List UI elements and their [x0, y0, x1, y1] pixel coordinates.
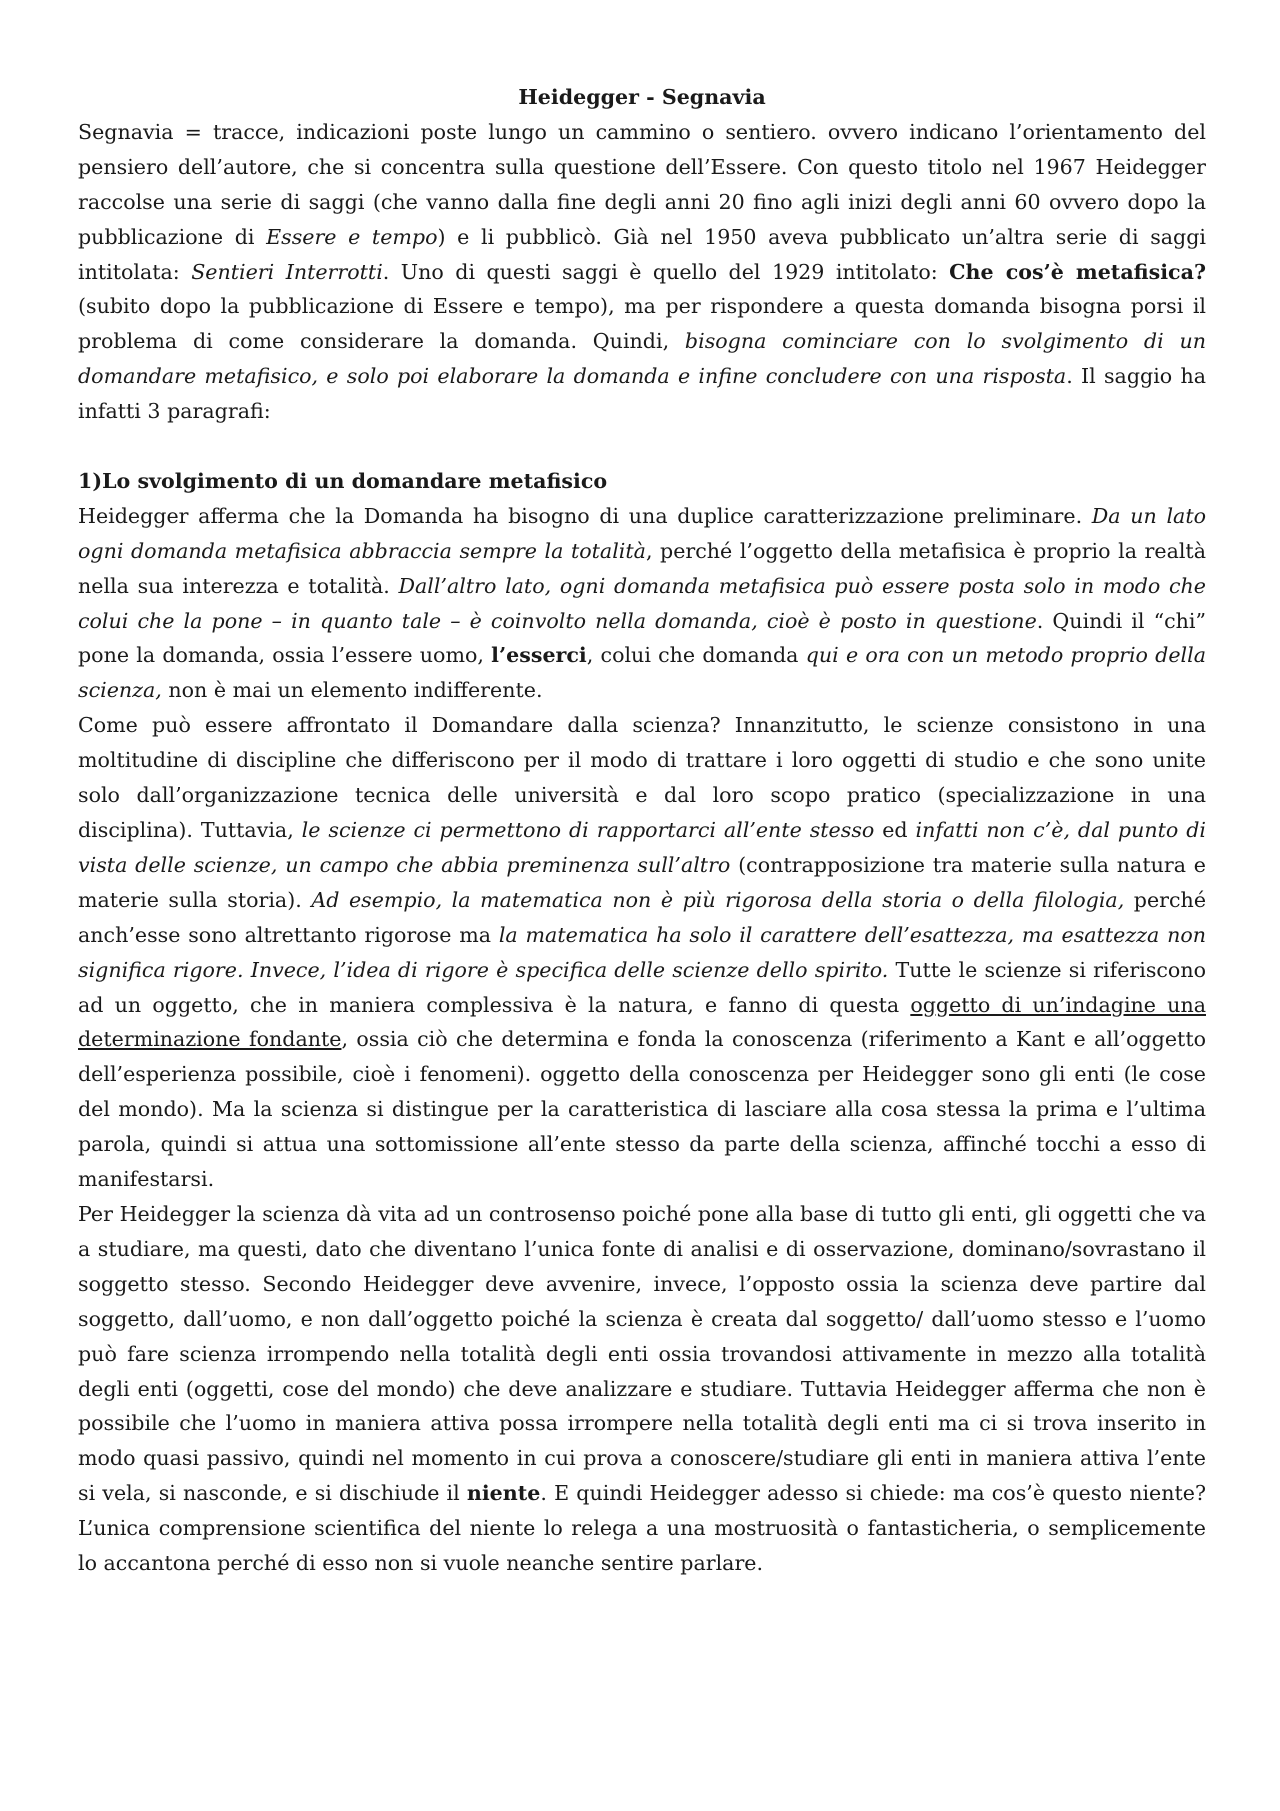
- italic-text: qui e ora con un metodo proprio della scienza,: [78, 643, 1207, 703]
- text-run: (contrapposizione tra materie sulla natura e materie sulla storia).: [78, 852, 1206, 912]
- section-heading: 1)Lo svolgimento di un domandare metafisico: [78, 468, 608, 493]
- text-run: Heidegger afferma che la Domanda ha bisogno di una duplice caratterizzazione preliminare.: [78, 503, 1092, 528]
- italic-text: la matematica ha solo il carattere dell’esattezza, ma esattezza non significa rigore. Invece, l’idea di rigore è specifica delle scienze dello spirito.: [78, 922, 1206, 982]
- bold-text: l’esserci: [491, 643, 587, 668]
- text-run: Segnavia = tracce, indicazioni poste lungo un cammino o sentiero. ovvero indicano l’orientamento del pensiero dell’autore, che si concentra sulla questione dell’Essere. Con questo titolo nel 1967 Heidegger raccolse una serie di saggi (che vanno dalla fine degli anni 20 fino agli inizi degli anni 60 ovvero dopo la pubblicazione di: [78, 119, 1206, 249]
- text-run: , colui che domanda: [586, 643, 806, 668]
- italic-text: infatti non c’è, dal punto di vista delle scienze, un campo che abbia preminenza sull’altro: [78, 818, 1206, 877]
- text-run: . Il saggio ha infatti 3 paragrafi:: [78, 364, 1206, 424]
- text-run: . E quindi Heidegger adesso si chiede: ma cos’è questo niente? L’unica comprensione scientifica del niente lo relega a una mostruosità o fantasticheria, o semplicemente lo accantona perché di esso non si vuole neanche sentire parlare.: [78, 1481, 1206, 1576]
- italic-text: Dall’altro lato, ogni domanda metafisica può essere posta solo in modo che colui che la pone – in quanto tale – è coinvolto nella domanda, cioè è posto in questione: [78, 573, 1206, 633]
- text-run: perché anch’esse sono altrettanto rigorose ma: [78, 887, 1207, 947]
- bold-text: Che cos’è metafisica?: [949, 259, 1207, 284]
- text-run: . Quindi il “chi” pone la domanda, ossia l’essere uomo,: [78, 608, 1207, 668]
- text-run: Tutte le scienze si riferiscono ad un oggetto, che in maniera complessiva è la natura, e fanno di questa: [78, 957, 1206, 1017]
- text-run: non è mai un elemento indifferente.: [161, 678, 543, 703]
- section-paragraph-3: [78, 1197, 1206, 1581]
- intro-paragraph: [78, 115, 1206, 429]
- text-run: (subito dopo la pubblicazione di Essere e tempo), ma per rispondere a questa domanda bisogna porsi il problema di come considerare la domanda. Quindi,: [78, 294, 1206, 354]
- text-run: , ossia ciò che determina e fonda la conoscenza (riferimento a Kant e all’oggetto dell’esperienza possibile, cioè i fenomeni). oggetto della conoscenza per Heidegger sono gli enti (le cose del mondo). Ma la scienza si distingue per la caratteristica di lasciare alla cosa stessa la prima e l’ultima parola, quindi si attua una sottomissione all’ente stesso da parte della scienza, affinché tocchi a esso di manifestarsi.: [78, 1027, 1207, 1192]
- italic-text: le scienze ci permettono di rapportarci all’ente stesso: [301, 818, 875, 843]
- blank-line: [78, 429, 1206, 464]
- text-run: . Uno di questi saggi è quello del 1929 intitolato:: [382, 259, 950, 284]
- italic-text: Ad esempio, la matematica non è più rigorosa della storia o della filologia,: [311, 887, 1125, 912]
- document-page: [78, 80, 1206, 1581]
- italic-text: Essere e tempo: [266, 224, 438, 249]
- text-run: ed: [874, 818, 916, 843]
- text-run: Come può essere affrontato il Domandare dalla scienza? Innanzitutto, le scienze consistono in una moltitudine di discipline che differiscono per il modo di trattare i loro oggetti di studio e che sono unite solo dall’organizzazione tecnica delle università e dal loro scopo pratico (specializzazione in una disciplina). Tuttavia,: [78, 713, 1206, 843]
- italic-text: Sentieri Interrotti: [191, 259, 383, 284]
- bold-text: niente: [466, 1481, 541, 1506]
- text-run: Per Heidegger la scienza dà vita ad un controsenso poiché pone alla base di tutto gli enti, gli oggetti che va a studiare, ma questi, dato che diventano l’unica fonte di analisi e di osservazione, dominano/sovrastano il soggetto stesso. Secondo Heidegger deve avvenire, invece, l’opposto ossia la scienza deve partire dal soggetto, dall’uomo, e non dall’oggetto poiché la scienza è creata dal soggetto/ dall’uomo stesso e l’uomo può fare scienza irrompendo nella totalità degli enti ossia trovandosi attivamente in mezzo alla totalità degli enti (oggetti, cose del mondo) che deve analizzare e studiare. Tuttavia Heidegger afferma che non è possibile che l’uomo in maniera attiva possa irrompere nella totalità degli enti ma ci si trova inserito in modo quasi passivo, quindi nel momento in cui prova a conoscere/studiare gli enti in maniera attiva l’ente si vela, si nasconde, e si dischiude il: [78, 1201, 1206, 1506]
- text-run: , perché l’oggetto della metafisica è proprio la realtà nella sua interezza e totalità.: [78, 538, 1206, 598]
- italic-text: Da un lato ogni domanda metafisica abbraccia sempre la totalità: [78, 503, 1206, 563]
- section-paragraph-1: [78, 499, 1206, 708]
- text-run: ) e li pubblicò. Già nel 1950 aveva pubblicato un’altra serie di saggi intitolata:: [78, 224, 1206, 284]
- underlined-text: oggetto di un’indagine una determinazione fondante: [78, 992, 1206, 1052]
- italic-text: bisogna cominciare con lo svolgimento di un domandare metafisico, e solo poi elaborare la domanda e infine concludere con una risposta: [78, 329, 1207, 389]
- document-title: Heidegger - Segnavia: [518, 85, 766, 109]
- section-paragraph-2: [78, 708, 1206, 1197]
